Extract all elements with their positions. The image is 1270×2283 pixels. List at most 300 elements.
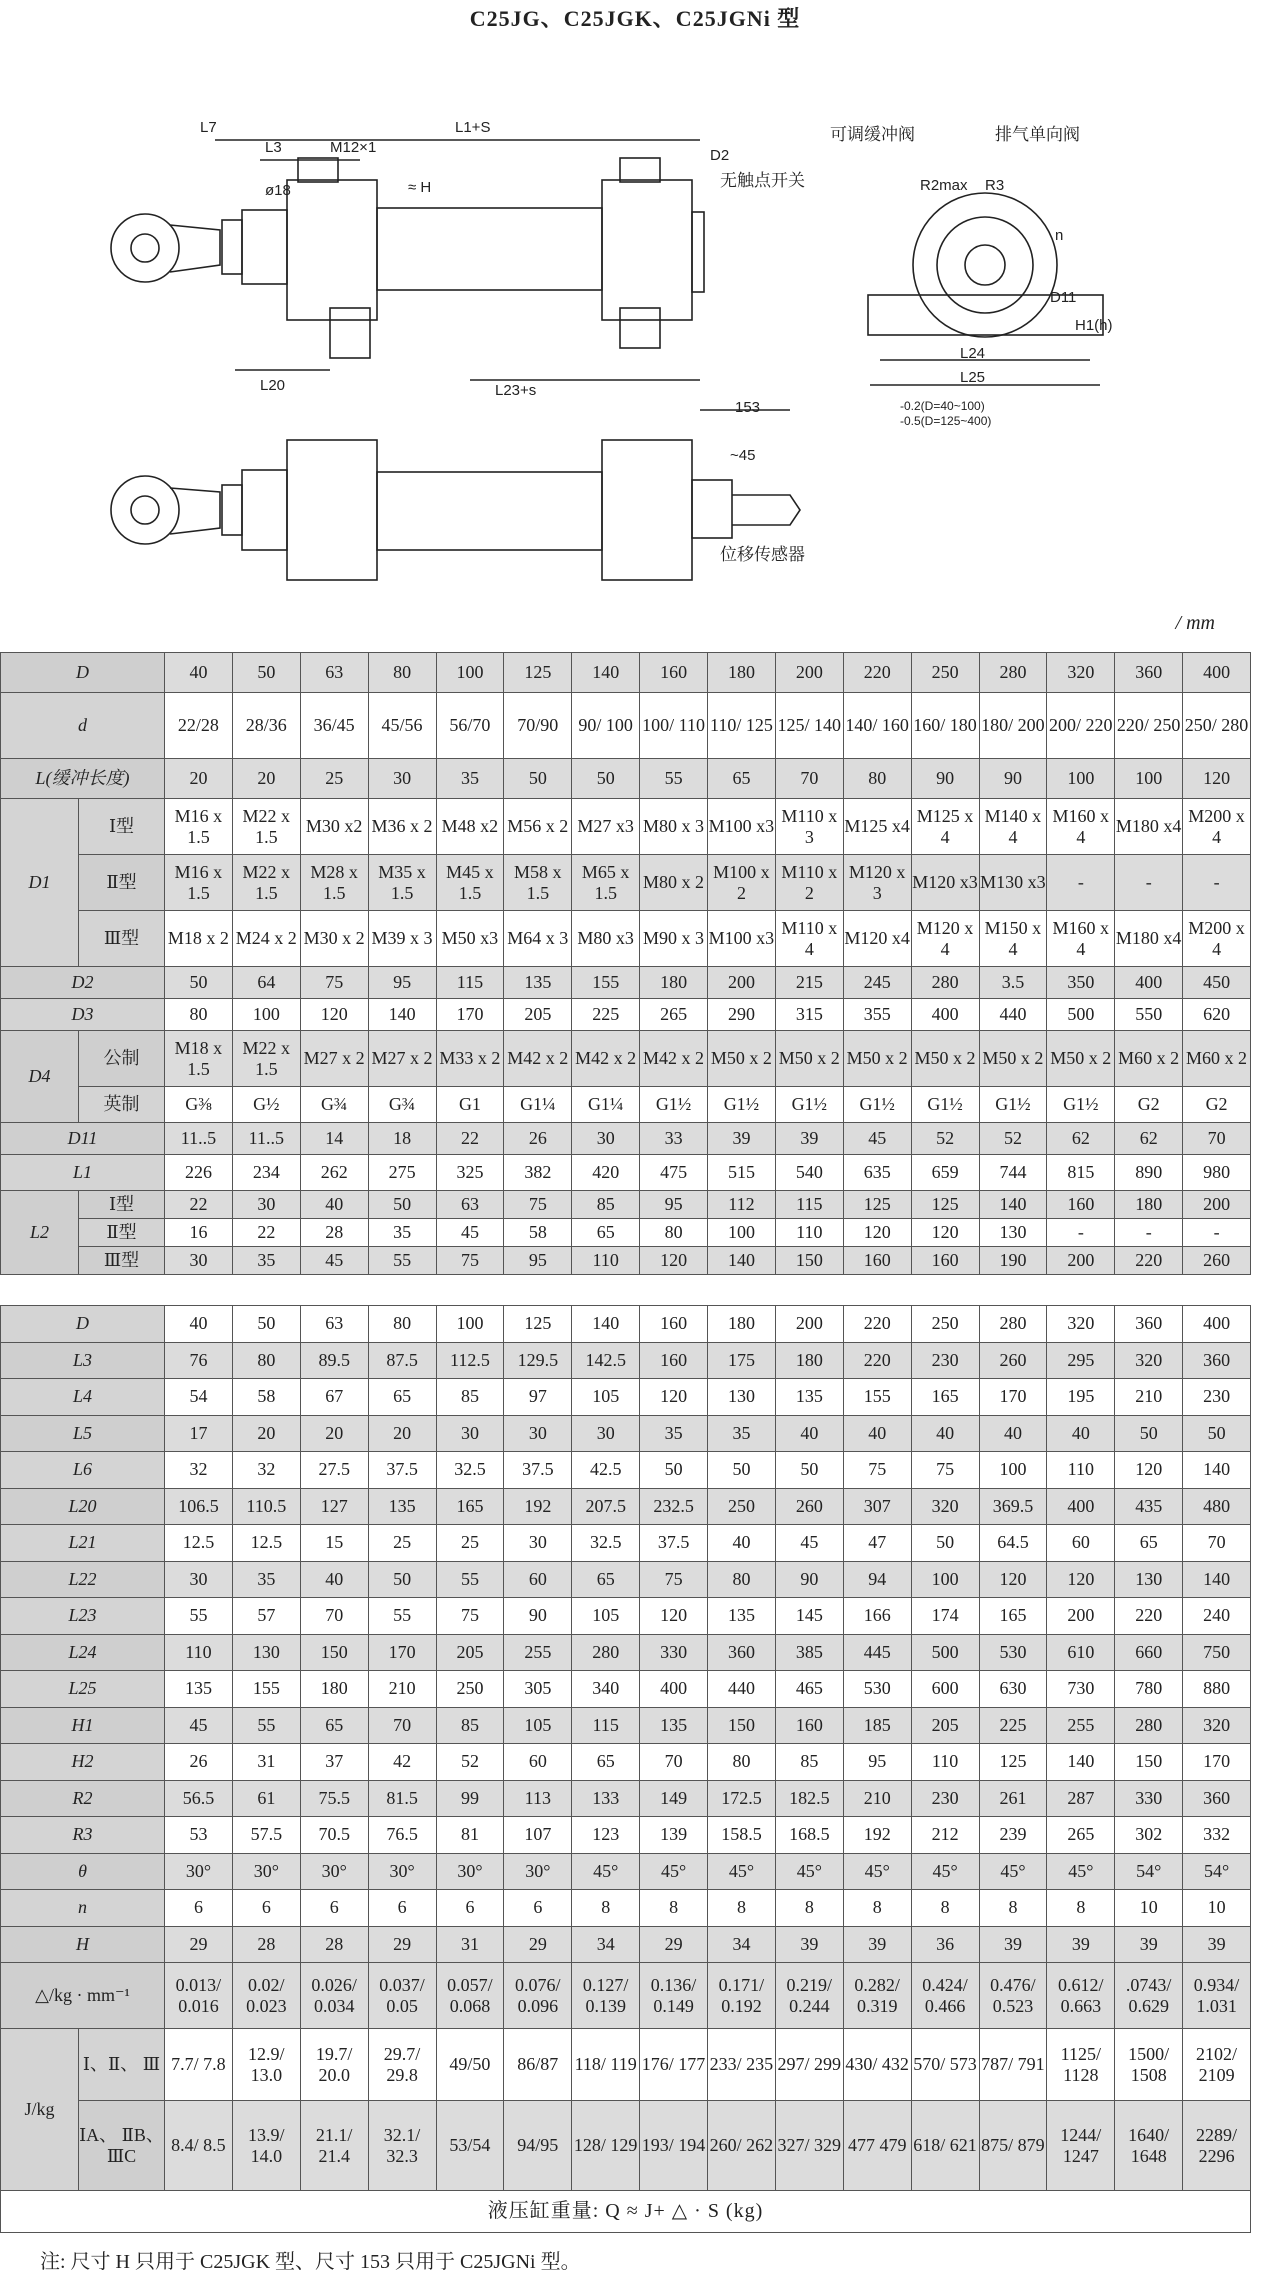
cell: 160 [640, 1306, 708, 1343]
cell: M200 x 4 [1183, 911, 1251, 967]
cell: 110 [775, 1219, 843, 1247]
cell: 30° [504, 1853, 572, 1890]
row-label: L21 [1, 1525, 165, 1562]
cell: M16 x 1.5 [165, 799, 233, 855]
cell: 250 [911, 653, 979, 693]
cell: 185 [843, 1707, 911, 1744]
cell: M160 x 4 [1047, 799, 1115, 855]
cell: 75 [436, 1598, 504, 1635]
cell: 39 [843, 1926, 911, 1963]
svg-text:无触点开关: 无触点开关 [720, 171, 805, 190]
svg-text:R2max: R2max [920, 177, 968, 194]
cell: 130 [979, 1219, 1047, 1247]
row-label: L22 [1, 1561, 165, 1598]
row-label: ⅠA、 ⅡB、 ⅢC [79, 2101, 165, 2191]
cell: 64.5 [979, 1525, 1047, 1562]
cell: 32.5 [436, 1452, 504, 1489]
cell: 180 [775, 1342, 843, 1379]
cell: 30° [165, 1853, 233, 1890]
cell: G1½ [775, 1087, 843, 1123]
svg-text:排气单向阀: 排气单向阀 [995, 125, 1080, 144]
cell: M120 x3 [911, 855, 979, 911]
svg-text:H1(h): H1(h) [1075, 317, 1113, 334]
cell: 113 [504, 1780, 572, 1817]
row-label: Ⅲ型 [79, 911, 165, 967]
cell: 37.5 [640, 1525, 708, 1562]
cell: 610 [1047, 1634, 1115, 1671]
cell: 80 [640, 1219, 708, 1247]
cell: 233/ 235 [708, 2029, 776, 2101]
cell: 81.5 [368, 1780, 436, 1817]
cell: 200 [1047, 1598, 1115, 1635]
cell: 220 [843, 1342, 911, 1379]
cell: 250 [436, 1671, 504, 1708]
cell: 400 [1183, 1306, 1251, 1343]
cell: 12.5 [232, 1525, 300, 1562]
cell: 570/ 573 [911, 2029, 979, 2101]
row-label: R3 [1, 1817, 165, 1854]
svg-text:D2: D2 [710, 147, 730, 164]
cell: 6 [436, 1890, 504, 1927]
cell: 90 [911, 759, 979, 799]
cell: 55 [165, 1598, 233, 1635]
cell: 40 [775, 1415, 843, 1452]
row-D4-metric [1, 1031, 1251, 1087]
cell: M18 x 2 [165, 911, 233, 967]
row-delta [1, 1963, 1251, 2029]
cell: M30 x2 [300, 799, 368, 855]
cell: 150 [1115, 1744, 1183, 1781]
cell: 62 [1047, 1123, 1115, 1155]
cell: 106.5 [165, 1488, 233, 1525]
cell: 7.7/ 7.8 [165, 2029, 233, 2101]
cell: 20 [300, 1415, 368, 1452]
row-label: H [1, 1926, 165, 1963]
cell: 440 [708, 1671, 776, 1708]
cell: 200 [1047, 1247, 1115, 1275]
cell: M48 x2 [436, 799, 504, 855]
row-D [1, 653, 1251, 693]
cell: 97 [504, 1379, 572, 1416]
cell: 530 [843, 1671, 911, 1708]
cell: 305 [504, 1671, 572, 1708]
cell: 125 [504, 653, 572, 693]
cell: 13.9/ 14.0 [232, 2101, 300, 2191]
cell: M50 x 2 [1047, 1031, 1115, 1087]
cell: 230 [911, 1342, 979, 1379]
cell: 17 [165, 1415, 233, 1452]
cell: 100 [436, 1306, 504, 1343]
cell: 94 [843, 1561, 911, 1598]
cell: 150 [300, 1634, 368, 1671]
cell: 320 [911, 1488, 979, 1525]
cell: 280 [1115, 1707, 1183, 1744]
cell: 193/ 194 [640, 2101, 708, 2191]
cell: M50 x 2 [979, 1031, 1047, 1087]
cell: 540 [775, 1155, 843, 1191]
cell: 22 [232, 1219, 300, 1247]
cell: 118/ 119 [572, 2029, 640, 2101]
cell: 95 [368, 967, 436, 999]
cell: 265 [640, 999, 708, 1031]
cell: 215 [775, 967, 843, 999]
table-row [1, 1817, 1251, 1854]
cell: 130 [1115, 1561, 1183, 1598]
cell: G1¼ [504, 1087, 572, 1123]
cell: 262 [300, 1155, 368, 1191]
cell: 477 479 [843, 2101, 911, 2191]
cell: 530 [979, 1634, 1047, 1671]
cell: 315 [775, 999, 843, 1031]
cell: 307 [843, 1488, 911, 1525]
cell: 110.5 [232, 1488, 300, 1525]
cell: 100 [1115, 759, 1183, 799]
weight-formula: 液压缸重量: Q ≈ J+ △ · S (kg) [1, 2191, 1251, 2233]
cell: M120 x4 [843, 911, 911, 967]
cell: 80 [708, 1561, 776, 1598]
cell: 0.219/ 0.244 [775, 1963, 843, 2029]
svg-text:R3: R3 [985, 177, 1005, 194]
cell: 81 [436, 1817, 504, 1854]
cell: M100 x3 [708, 911, 776, 967]
cell: 21.1/ 21.4 [300, 2101, 368, 2191]
cell: - [1047, 855, 1115, 911]
cell: M30 x 2 [300, 911, 368, 967]
cell: 62 [1115, 1123, 1183, 1155]
cell: 150 [775, 1247, 843, 1275]
cell: 195 [1047, 1379, 1115, 1416]
cell: 75 [436, 1247, 504, 1275]
cell: 160 [911, 1247, 979, 1275]
row-L-buffer [1, 759, 1251, 799]
cell: 45° [640, 1853, 708, 1890]
cell: 60 [504, 1561, 572, 1598]
cell: 32.5 [572, 1525, 640, 1562]
cell: 369.5 [979, 1488, 1047, 1525]
cell: 36/45 [300, 693, 368, 759]
row-d [1, 693, 1251, 759]
cell: G1½ [1047, 1087, 1115, 1123]
cell: 49/50 [436, 2029, 504, 2101]
cell: 70 [640, 1744, 708, 1781]
spec-table-2-body [1, 1306, 1251, 2233]
cell: 39 [775, 1926, 843, 1963]
row-label: L4 [1, 1379, 165, 1416]
cell: M42 x 2 [572, 1031, 640, 1087]
cell: 120 [1047, 1561, 1115, 1598]
cell: 30 [165, 1561, 233, 1598]
cell: 630 [979, 1671, 1047, 1708]
cell: 135 [640, 1707, 708, 1744]
cell: 31 [232, 1744, 300, 1781]
cell: 22/28 [165, 693, 233, 759]
row-label: D2 [1, 967, 165, 999]
cell: 30 [232, 1191, 300, 1219]
cell: 150 [708, 1707, 776, 1744]
cell: 140 [1183, 1561, 1251, 1598]
cell: 45 [300, 1247, 368, 1275]
cell: 435 [1115, 1488, 1183, 1525]
row-group-label: D1 [1, 799, 79, 967]
cell: 50 [368, 1191, 436, 1219]
cell: 140 [572, 653, 640, 693]
cell: 0.136/ 0.149 [640, 1963, 708, 2029]
cell: 245 [843, 967, 911, 999]
page-title: C25JG、C25JGK、C25JGNi 型 [469, 6, 801, 31]
cell: M110 x 4 [775, 911, 843, 967]
cell: 115 [775, 1191, 843, 1219]
cell: M125 x4 [843, 799, 911, 855]
cell: 200 [775, 1306, 843, 1343]
table-row [1, 1561, 1251, 1598]
cell: 58 [232, 1379, 300, 1416]
cell: 0.076/ 0.096 [504, 1963, 572, 2029]
cell: 29 [504, 1926, 572, 1963]
cell: 210 [368, 1671, 436, 1708]
cell: 32 [232, 1452, 300, 1489]
cell: 8 [843, 1890, 911, 1927]
cell: M180 x4 [1115, 911, 1183, 967]
cell: 149 [640, 1780, 708, 1817]
cell: 70/90 [504, 693, 572, 759]
cell: 180 [708, 653, 776, 693]
cell: 31 [436, 1926, 504, 1963]
cell: 200 [1183, 1191, 1251, 1219]
cell: M28 x 1.5 [300, 855, 368, 911]
cell: 125/ 140 [775, 693, 843, 759]
row-label: R2 [1, 1780, 165, 1817]
cell: 86/87 [504, 2029, 572, 2101]
cell: 240 [1183, 1598, 1251, 1635]
cell: 165 [979, 1598, 1047, 1635]
cell: 30 [504, 1525, 572, 1562]
cell: 80 [165, 999, 233, 1031]
cell: 64 [232, 967, 300, 999]
cell: 145 [775, 1598, 843, 1635]
cell: 815 [1047, 1155, 1115, 1191]
cell: 200/ 220 [1047, 693, 1115, 759]
cell: 10 [1115, 1890, 1183, 1927]
cell: 320 [1183, 1707, 1251, 1744]
footnote: 注: 尺寸 H 只用于 C25JGK 型、尺寸 153 只用于 C25JGNi 型。 [40, 2251, 581, 2273]
cell: 65 [368, 1379, 436, 1416]
cell: 70 [300, 1598, 368, 1635]
cell: 100 [436, 653, 504, 693]
cell: 212 [911, 1817, 979, 1854]
cell: M90 x 3 [640, 911, 708, 967]
cell: 8.4/ 8.5 [165, 2101, 233, 2191]
cell: 8 [775, 1890, 843, 1927]
cell: 280 [911, 967, 979, 999]
cell: 320 [1047, 1306, 1115, 1343]
cell: 160/ 180 [911, 693, 979, 759]
cell: 29 [640, 1926, 708, 1963]
svg-text:-0.5(D=125~400): -0.5(D=125~400) [900, 414, 992, 428]
cell: 6 [368, 1890, 436, 1927]
row-label: D [1, 1306, 165, 1343]
cell: 260 [1183, 1247, 1251, 1275]
cell: 125 [843, 1191, 911, 1219]
cell: 190 [979, 1247, 1047, 1275]
cell: 70 [1183, 1123, 1251, 1155]
cell: G½ [232, 1087, 300, 1123]
cell: 80 [368, 653, 436, 693]
cell: 120 [640, 1247, 708, 1275]
cell: 8 [708, 1890, 776, 1927]
cell: 350 [1047, 967, 1115, 999]
cell: 130 [232, 1634, 300, 1671]
cell: 280 [572, 1634, 640, 1671]
row-label: Ⅰ型 [79, 799, 165, 855]
cell: 100 [911, 1561, 979, 1598]
cell: 430/ 432 [843, 2029, 911, 2101]
cell: 100/ 110 [640, 693, 708, 759]
cell: - [1115, 855, 1183, 911]
cell: 120 [1115, 1452, 1183, 1489]
cell: 730 [1047, 1671, 1115, 1708]
cell: 30 [436, 1415, 504, 1452]
cell: 80 [368, 1306, 436, 1343]
row-label: L5 [1, 1415, 165, 1452]
cell: 155 [232, 1671, 300, 1708]
cell: 55 [232, 1707, 300, 1744]
cell: 100 [1047, 759, 1115, 799]
cell: 45° [1047, 1853, 1115, 1890]
cell: M27 x 2 [300, 1031, 368, 1087]
cell: 30° [232, 1853, 300, 1890]
cell: 8 [979, 1890, 1047, 1927]
cell: 600 [911, 1671, 979, 1708]
cell: 37.5 [368, 1452, 436, 1489]
cell: 125 [504, 1306, 572, 1343]
cell: 45° [911, 1853, 979, 1890]
cell: 385 [775, 1634, 843, 1671]
cell: .0743/ 0.629 [1115, 1963, 1183, 2029]
cell: M45 x 1.5 [436, 855, 504, 911]
cell: 635 [843, 1155, 911, 1191]
cell: 58 [504, 1219, 572, 1247]
cell: 25 [300, 759, 368, 799]
cell: 90/ 100 [572, 693, 640, 759]
cell: 70.5 [300, 1817, 368, 1854]
cell: G1½ [708, 1087, 776, 1123]
cell: 170 [1183, 1744, 1251, 1781]
cell: 54° [1115, 1853, 1183, 1890]
row-group-label: D4 [1, 1031, 79, 1123]
cell: 45 [775, 1525, 843, 1562]
cell: 160 [1047, 1191, 1115, 1219]
cell: 120 [640, 1598, 708, 1635]
row-label: Ⅰ、Ⅱ、 Ⅲ [79, 2029, 165, 2101]
cell: 135 [165, 1671, 233, 1708]
cell: 6 [165, 1890, 233, 1927]
cell: M50 x 2 [708, 1031, 776, 1087]
cell: M24 x 2 [232, 911, 300, 967]
cell: 129.5 [504, 1342, 572, 1379]
cell: 112.5 [436, 1342, 504, 1379]
cell: 260/ 262 [708, 2101, 776, 2191]
cell: 30 [572, 1123, 640, 1155]
cell: 400 [1115, 967, 1183, 999]
cell: 34 [572, 1926, 640, 1963]
svg-text:M12×1: M12×1 [330, 139, 377, 156]
cell: 130 [708, 1379, 776, 1416]
svg-text:≈ H: ≈ H [408, 179, 432, 196]
row-label: L24 [1, 1634, 165, 1671]
cell: 90 [775, 1561, 843, 1598]
cell: 50 [708, 1452, 776, 1489]
cell: 160 [843, 1247, 911, 1275]
cell: 180 [640, 967, 708, 999]
cell: 120 [843, 1219, 911, 1247]
cell: 8 [572, 1890, 640, 1927]
row-label: L20 [1, 1488, 165, 1525]
cell: 400 [640, 1671, 708, 1708]
cell: 40 [300, 1191, 368, 1219]
cell: 0.02/ 0.023 [232, 1963, 300, 2029]
cell: 34 [708, 1926, 776, 1963]
cell: 52 [911, 1123, 979, 1155]
row-D1-III [1, 911, 1251, 967]
cell: 140 [1047, 1744, 1115, 1781]
row-formula [1, 2191, 1251, 2233]
cell: M64 x 3 [504, 911, 572, 967]
cell: 45 [436, 1219, 504, 1247]
cell: 2289/ 2296 [1183, 2101, 1251, 2191]
cell: 50 [572, 759, 640, 799]
cell: 330 [640, 1634, 708, 1671]
cell: 28 [232, 1926, 300, 1963]
cell: 750 [1183, 1634, 1251, 1671]
svg-text:L7: L7 [200, 119, 217, 136]
cell: 360 [1115, 1306, 1183, 1343]
cell: 465 [775, 1671, 843, 1708]
cell: 30° [436, 1853, 504, 1890]
cell: 60 [504, 1744, 572, 1781]
row-label: H1 [1, 1707, 165, 1744]
unit-label: / mm [1175, 612, 1215, 634]
cell: M160 x 4 [1047, 911, 1115, 967]
cell: 3.5 [979, 967, 1047, 999]
cell: 39 [1183, 1926, 1251, 1963]
cell: 80 [232, 1342, 300, 1379]
cell: 205 [504, 999, 572, 1031]
cell: 50 [1183, 1415, 1251, 1452]
cell: 10 [1183, 1890, 1251, 1927]
table-row [1, 1525, 1251, 1562]
table-row [1, 1744, 1251, 1781]
cell: 980 [1183, 1155, 1251, 1191]
cell: 0.026/ 0.034 [300, 1963, 368, 2029]
cell: 50 [232, 1306, 300, 1343]
cell: 15 [300, 1525, 368, 1562]
cell: 155 [572, 967, 640, 999]
cell: 142.5 [572, 1342, 640, 1379]
row-L2-III [1, 1247, 1251, 1275]
cell: 87.5 [368, 1342, 436, 1379]
cell: M27 x3 [572, 799, 640, 855]
cell: 0.476/ 0.523 [979, 1963, 1047, 2029]
row-label: Ⅱ型 [79, 855, 165, 911]
cell: 35 [232, 1247, 300, 1275]
cell: 210 [1115, 1379, 1183, 1416]
row-L2-II [1, 1219, 1251, 1247]
cell: 40 [165, 653, 233, 693]
cell: 28/36 [232, 693, 300, 759]
cell: 295 [1047, 1342, 1115, 1379]
cell: 40 [979, 1415, 1047, 1452]
cell: 0.057/ 0.068 [436, 1963, 504, 2029]
